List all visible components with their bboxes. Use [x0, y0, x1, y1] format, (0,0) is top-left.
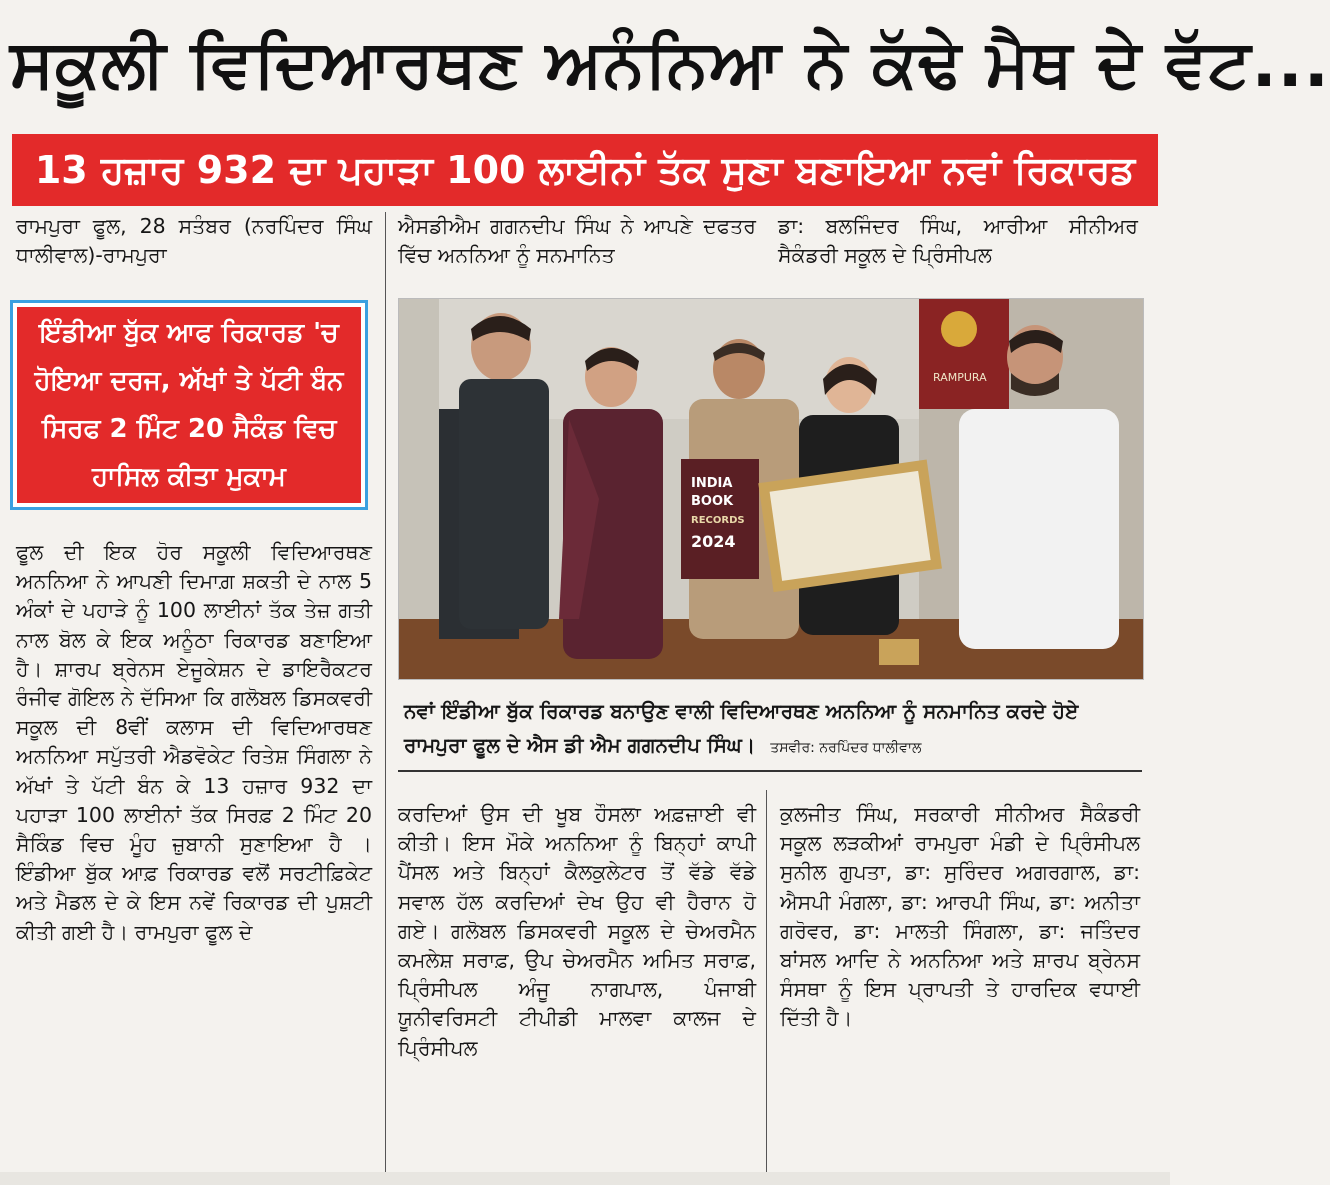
- left-column-body: [16, 538, 372, 947]
- left-column-text: ਫੂਲ ਦੀ ਇਕ ਹੋਰ ਸਕੂਲੀ ਵਿਦਿਆਰਥਣ ਅਨਨਿਆ ਨੇ ਆਪਣੀ ਦਿਮਾਗ਼ ਸ਼ਕਤੀ ਦੇ ਨਾਲ 5 ਅੰਕਾਂ ਦੇ ਪਹਾੜੇ ਨੂੰ 100 ਲਾਈਨਾਂ ਤੱਕ ਤੇਜ਼ ਗਤੀ ਨਾਲ ਬੋਲ ਕੇ ਇਕ ਅਨੂੰਠਾ ਰਿਕਾਰਡ ਬਣਾਇਆ ਹੈ। ਸ਼ਾਰਪ ਬ੍ਰੇਨਸ ਏਜੂਕੇਸ਼ਨ ਦੇ ਡਾਇਰੈਕਟਰ ਰੰਜੀਵ ਗੋਇਲ ਨੇ ਦੱਸਿਆ ਕਿ ਗਲੋਬਲ ਡਿਸਕਵਰੀ ਸਕੂਲ ਦੀ 8ਵੀਂ ਕਲਾਸ ਦੀ ਵਿਦਿਆਰਥਣ ਅਨਨਿਆ ਸਪੁੱਤਰੀ ਐਡਵੋਕੇਟ ਰਿਤੇਸ਼ ਸਿੰਗਲਾ ਨੇ ਅੱਖਾਂ ਤੇ ਪੱਟੀ ਬੰਨ ਕੇ 13 ਹਜ਼ਾਰ 932 ਦਾ ਪਹਾੜਾ 100 ਲਾਈਨਾਂ ਤੱਕ ਸਿਰਫ਼ 2 ਮਿੰਟ 20 ਸੈਕਿੰਡ ਵਿਚ ਮੂੰਹ ਜ਼ੁਬਾਨੀ ਸੁਣਾਇਆ ਹੈ । ਇੰਡੀਆ ਬੁੱਕ ਆਫ਼ ਰਿਕਾਰਡ ਵਲੋਂ ਸਰਟੀਫ਼ਿਕੇਟ ਅਤੇ ਮੈਡਲ ਦੇ ਕੇ ਇਸ ਨਵੇਂ ਰਿਕਾਰਡ ਦੀ ਪੁਸ਼ਟੀ ਕੀਤੀ ਗਈ ਹੈ। ਰਾਮਪੁਰਾ ਫੂਲ ਦੇ: [16, 540, 372, 944]
- caption-text: ਨਵਾਂ ਇੰਡੀਆ ਬੁੱਕ ਰਿਕਾਰਡ ਬਨਾਉਣ ਵਾਲੀ ਵਿਦਿਆਰਥਣ ਅਨਨਿਆ ਨੂੰ ਸਨਮਾਨਿਤ ਕਰਦੇ ਹੋਏ ਰਾਮਪੁਰਾ ਫੂਲ ਦੇ ਐਸ ਡੀ ਐਮ ਗਗਨਦੀਪ ਸਿੰਘ।: [404, 699, 1079, 757]
- photo-illustration: [399, 299, 1143, 679]
- news-photo: [398, 298, 1144, 680]
- page-bottom-edge: [0, 1172, 1170, 1185]
- middle-column-top: [398, 212, 756, 270]
- column-divider-left: [385, 212, 386, 1172]
- right-column-text: ਕੁਲਜੀਤ ਸਿੰਘ, ਸਰਕਾਰੀ ਸੀਨੀਅਰ ਸੈਕੰਡਰੀ ਸਕੂਲ ਲੜਕੀਆਂ ਰਾਮਪੁਰਾ ਮੰਡੀ ਦੇ ਪ੍ਰਿੰਸੀਪਲ ਸੁਨੀਲ ਗੁਪਤਾ, ਡਾ: ਸੁਰਿੰਦਰ ਅਗਰਗਾਲ, ਡਾ: ਐਸਪੀ ਮੰਗਲਾ, ਡਾ: ਆਰਪੀ ਸਿੰਘ, ਡਾ: ਅਨੀਤਾ ਗਰੋਵਰ, ਡਾ: ਮਾਲਤੀ ਸਿੰਗਲਾ, ਡਾ: ਜਤਿੰਦਰ ਬਾਂਸਲ ਆਦਿ ਨੇ ਅਨਨਿਆ ਅਤੇ ਸ਼ਾਰਪ ਬ੍ਰੇਨਸ ਸੰਸਥਾ ਨੂੰ ਇਸ ਪ੍ਰਾਪਤੀ ਤੇ ਹਾਰਦਿਕ ਵਧਾਈ ਦਿੱਤੀ ਹੈ।: [780, 802, 1140, 1031]
- headline: ਸਕੂਲੀ ਵਿਦਿਆਰਥਣ ਅਨੰਨਿਆ ਨੇ ਕੱਢੇ ਮੈਥ ਦੇ ਵੱਟ...: [10, 25, 1330, 102]
- book-title-line1: INDIA: [691, 476, 733, 491]
- highlight-box-frame: [10, 300, 368, 510]
- banner-text: RAMPURA: [933, 371, 987, 384]
- book-title-line3: RECORDS: [691, 515, 745, 526]
- middle-column-text: ਕਰਦਿਆਂ ਉਸ ਦੀ ਖੂਬ ਹੌਸਲਾ ਅਫ਼ਜ਼ਾਈ ਵੀ ਕੀਤੀ। ਇਸ ਮੌਕੇ ਅਨਨਿਆ ਨੂੰ ਬਿਨ੍ਹਾਂ ਕਾਪੀ ਪੈਂਸਲ ਅਤੇ ਬਿਨ੍ਹਾਂ ਕੈਲਕੁਲੇਟਰ ਤੋਂ ਵੱਡੇ ਵੱਡੇ ਸਵਾਲ ਹੱਲ ਕਰਦਿਆਂ ਦੇਖ ਉਹ ਵੀ ਹੈਰਾਨ ਹੋ ਗਏ। ਗਲੋਬਲ ਡਿਸਕਵਰੀ ਸਕੂਲ ਦੇ ਚੇਅਰਮੈਨ ਕਮਲੇਸ਼ ਸਰਾਫ਼, ਉਪ ਚੇਅਰਮੈਨ ਅਮਿਤ ਸਰਾਫ਼, ਪ੍ਰਿੰਸੀਪਲ ਅੰਜੂ ਨਾਗਪਾਲ, ਪੰਜਾਬੀ ਯੂਨੀਵਰਿਸਟੀ ਟੀਪੀਡੀ ਮਾਲਵਾ ਕਾਲਜ ਦੇ ਪ੍ਰਿੰਸੀਪਲ: [398, 802, 756, 1060]
- photo-credit: ਤਸਵੀਰ: ਨਰਪਿੰਦਰ ਧਾਲੀਵਾਲ: [770, 740, 922, 756]
- caption-rule: [398, 770, 1142, 772]
- middle-column-body: [398, 800, 756, 1063]
- book-year: 2024: [691, 532, 736, 551]
- dateline-text: ਰਾਮਪੁਰਾ ਫੂਲ, 28 ਸਤੰਬਰ (ਨਰਪਿੰਦਰ ਸਿੰਘ ਧਾਲੀਵਾਲ)-ਰਾਮਪੁਰਾ: [16, 214, 372, 268]
- middle-column-top-text: ਐਸਡੀਐਮ ਗਗਨਦੀਪ ਸਿੰਘ ਨੇ ਆਪਣੇ ਦਫਤਰ ਵਿੱਚ ਅਨਨਿਆ ਨੂੰ ਸਨਮਾਨਿਤ: [398, 214, 756, 268]
- book-title-line2: BOOK: [691, 494, 734, 509]
- highlight-box: ਇੰਡੀਆ ਬੁੱਕ ਆਫ ਰਿਕਾਰਡ 'ਚ ਹੋਇਆ ਦਰਜ, ਅੱਖਾਂ ਤੇ ਪੱਟੀ ਬੰਨ ਸਿਰਫ 2 ਮਿੰਟ 20 ਸੈਕੰਡ ਵਿਚ ਹਾਸਿਲ ਕੀਤਾ ਮੁਕਾਮ: [17, 307, 361, 503]
- right-column-top: [778, 212, 1138, 270]
- right-column-body: [780, 800, 1140, 1034]
- photo-caption: [404, 694, 1144, 765]
- dateline: [16, 212, 372, 270]
- right-column-top-text: ਡਾ: ਬਲਜਿੰਦਰ ਸਿੰਘ, ਆਰੀਆ ਸੀਨੀਅਰ ਸੈਕੰਡਰੀ ਸਕੂਲ ਦੇ ਪ੍ਰਿੰਸੀਪਲ: [778, 214, 1138, 268]
- column-divider-right: [766, 790, 767, 1172]
- subheadline-banner: 13 ਹਜ਼ਾਰ 932 ਦਾ ਪਹਾੜਾ 100 ਲਾਈਨਾਂ ਤੱਕ ਸੁਣਾ ਬਣਾਇਆ ਨਵਾਂ ਰਿਕਾਰਡ: [12, 134, 1158, 206]
